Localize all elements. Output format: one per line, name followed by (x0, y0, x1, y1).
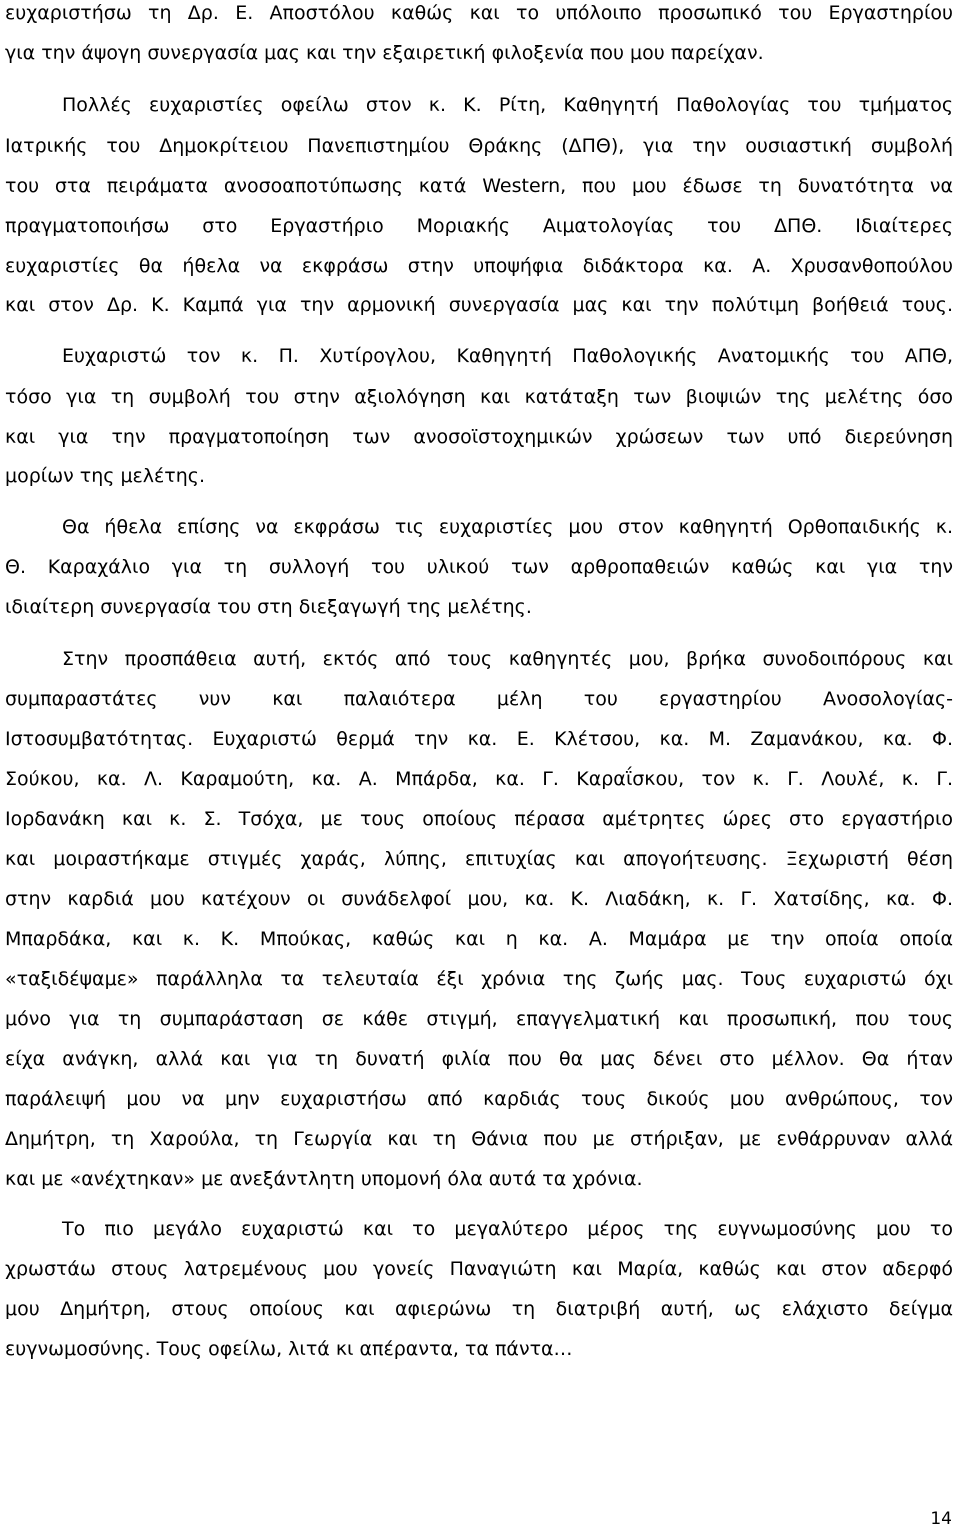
text-line: παράλειψή μου να μην ευχαριστήσω από καρδιάς τους δικούς μου ανθρώπους, τον (5, 1088, 953, 1110)
text-line: μου Δημήτρη, στους οποίους και αφιερώνω τη διατριβή αυτή, ως ελάχιστο δείγμα (5, 1298, 953, 1320)
text-line: και με «ανέχτηκαν» με ανεξάντλητη υπομονή όλα αυτά τα χρόνια. (5, 1168, 643, 1190)
text-line: Μπαρδάκα, και κ. Κ. Μπούκας, καθώς και η κα. Α. Μαμάρα με την οποία οποία (5, 928, 953, 950)
text-line: μορίων της μελέτης. (5, 465, 205, 487)
text-line: και στον Δρ. Κ. Καμπά για την αρμονική συνεργασία μας και την πολύτιμη βοήθειά τους. (5, 294, 953, 316)
text-line: Σούκου, κα. Λ. Καραμούτη, κα. Α. Μπάρδα, κα. Γ. Καραΐσκου, τον κ. Γ. Λουλέ, κ. Γ. (5, 768, 953, 790)
text-line: Δημήτρη, τη Χαρούλα, τη Γεωργία και τη Θάνια που με στήριξαν, με ενθάρρυναν αλλά (5, 1128, 953, 1150)
text-line: στην καρδιά μου κατέχουν οι συνάδελφοί μου, κα. Κ. Λιαδάκη, κ. Γ. Χατσίδης, κα. Φ. (5, 888, 953, 910)
text-line: «ταξιδέψαμε» παράλληλα τα τελευταία έξι χρόνια της ζωής μας. Τους ευχαριστώ όχι (5, 968, 953, 990)
text-line: Ευχαριστώ τον κ. Π. Χυτίρογλου, Καθηγητή Παθολογικής Ανατομικής του ΑΠΘ, (62, 345, 953, 367)
text-line: και μοιραστήκαμε στιγμές χαράς, λύπης, επιτυχίας και απογοήτευσης. Ξεχωριστή θέση (5, 848, 953, 870)
text-line: ευγνωμοσύνης. Τους οφείλω, λιτά κι απέραντα, τα πάντα… (5, 1338, 573, 1360)
text-line: Θ. Καραχάλιο για τη συλλογή του υλικού των αρθροπαθειών καθώς και για την (5, 556, 953, 578)
text-line: ευχαριστήσω τη Δρ. Ε. Αποστόλου καθώς και το υπόλοιπο προσωπικό του Εργαστηρίου (5, 2, 953, 24)
text-line: χρωστάω στους λατρεμένους μου γονείς Παναγιώτη και Μαρία, καθώς και στον αδερφό (5, 1258, 953, 1280)
text-line: Ιστοσυμβατότητας. Ευχαριστώ θερμά την κα. Ε. Κλέτσου, κα. Μ. Ζαμανάκου, κα. Φ. (5, 728, 953, 750)
text-line: Θα ήθελα επίσης να εκφράσω τις ευχαριστίες μου στον καθηγητή Ορθοπαιδικής κ. (62, 516, 953, 538)
text-line: Ιορδανάκη και κ. Σ. Τσόχα, με τους οποίους πέρασα αμέτρητες ώρες στο εργαστήριο (5, 808, 953, 830)
text-line: Ιατρικής του Δημοκρίτειου Πανεπιστημίου Θράκης (ΔΠΘ), για την ουσιαστική συμβολή (5, 135, 953, 157)
text-line: τόσο για τη συμβολή του στην αξιολόγηση και κατάταξη των βιοψιών της μελέτης όσο (5, 386, 953, 408)
text-line: ιδιαίτερη συνεργασία του στη διεξαγωγή της μελέτης. (5, 596, 532, 618)
page-number: 14 (930, 1509, 952, 1529)
text-line: για την άψογη συνεργασία μας και την εξαιρετική φιλοξενία που μου παρείχαν. (5, 42, 764, 64)
text-line: συμπαραστάτες νυν και παλαιότερα μέλη του εργαστηρίου Ανοσολογίας- (5, 688, 953, 710)
text-line: του στα πειράματα ανοσοαποτύπωσης κατά Western, που μου έδωσε τη δυνατότητα να (5, 175, 953, 197)
text-line: μόνο για τη συμπαράσταση σε κάθε στιγμή, επαγγελματική και προσωπική, που τους (5, 1008, 953, 1030)
text-line: είχα ανάγκη, αλλά και για τη δυνατή φιλία που θα μας δένει στο μέλλον. Θα ήταν (5, 1048, 953, 1070)
text-line: Στην προσπάθεια αυτή, εκτός από τους καθηγητές μου, βρήκα συνοδοιπόρους και (62, 648, 953, 670)
text-line: και για την πραγματοποίηση των ανοσοϊστοχημικών χρώσεων των υπό διερεύνηση (5, 426, 953, 448)
text-line: πραγματοποιήσω στο Εργαστήριο Μοριακής Αιματολογίας του ΔΠΘ. Ιδιαίτερες (5, 215, 953, 237)
text-line: Το πιο μεγάλο ευχαριστώ και το μεγαλύτερο μέρος της ευγνωμοσύνης μου το (62, 1218, 953, 1240)
text-line: Πολλές ευχαριστίες οφείλω στον κ. Κ. Ρίτη, Καθηγητή Παθολογίας του τμήματος (62, 94, 953, 116)
text-line: ευχαριστίες θα ήθελα να εκφράσω στην υποψήφια διδάκτορα κα. Α. Χρυσανθοπούλου (5, 255, 953, 277)
